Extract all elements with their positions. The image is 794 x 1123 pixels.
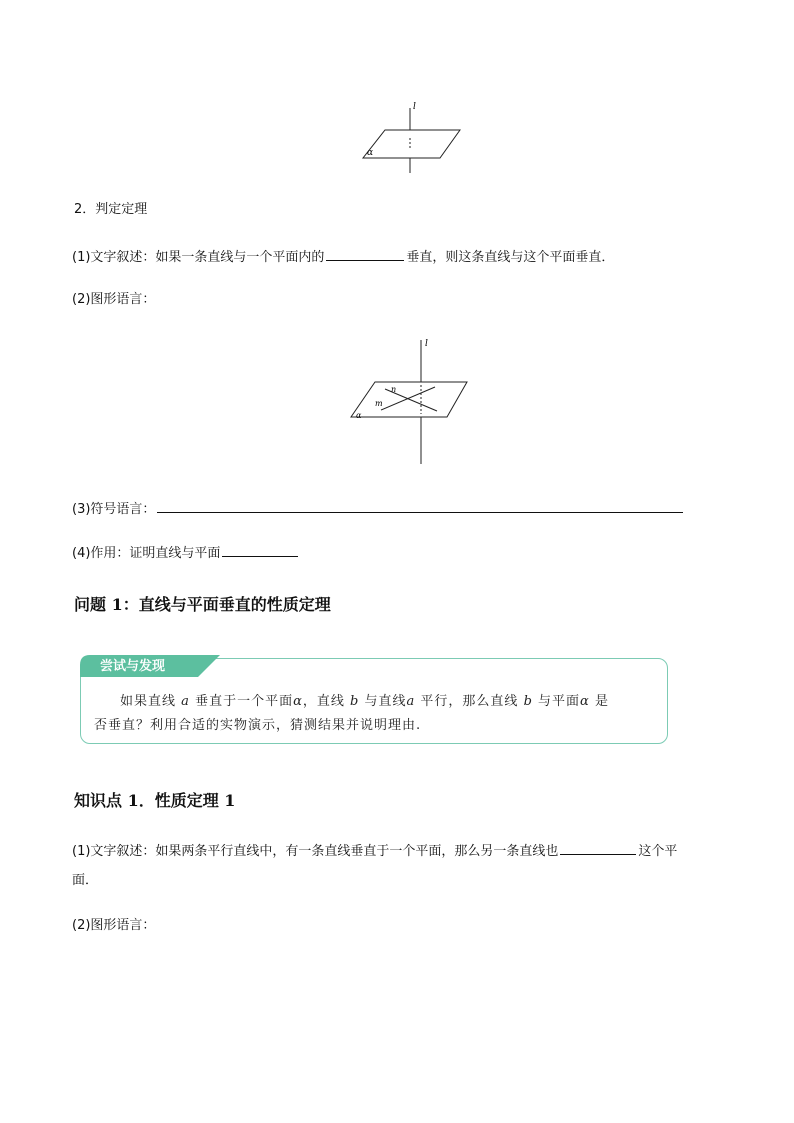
try-var-a-1: a [181, 694, 190, 709]
judgement-symbol-label: (3)符号语言： [72, 502, 156, 517]
try-part-12: 是 [594, 694, 609, 709]
try-part-2: 垂直于一个平面 [195, 694, 294, 709]
figure2-line-label: l [425, 339, 428, 349]
judgement-graph-label: (2)图形语言： [72, 292, 156, 307]
plane-alpha-shape [363, 130, 460, 158]
judgement-text-prefix: (1)文字叙述：如果一条直线与一个平面内的 [72, 250, 325, 265]
use-blank[interactable] [222, 542, 298, 557]
figure2-plane-label: α [356, 411, 362, 420]
property-graph-label: (2)图形语言： [72, 918, 156, 933]
try-line-1 [94, 690, 659, 714]
try-part-4: ，直线 [302, 694, 345, 709]
figure2-n-label: n [391, 385, 397, 394]
judgement-use-line [72, 542, 300, 563]
try-part-8: 平行，那么直线 [420, 694, 519, 709]
judgement-use-label: (4)作用：证明直线与平面 [72, 546, 221, 561]
try-line-2: 否垂直？利用合适的实物演示，猜测结果并说明理由. [94, 718, 422, 733]
judgement-blank[interactable] [326, 246, 404, 261]
judgement-text-suffix: 垂直，则这条直线与这个平面垂直． [406, 250, 615, 265]
figure-line-perp-plane [355, 98, 470, 178]
try-var-a-2: a [406, 694, 416, 709]
try-part-0: 如果直线 [120, 694, 177, 709]
try-var-b-1: b [350, 694, 360, 709]
judgement-text-description [72, 246, 614, 267]
try-part-10: 与平面 [538, 694, 581, 709]
figure-judgement-theorem [345, 335, 475, 470]
property-text-suffix: 这个平 [638, 844, 678, 859]
figure2-m-label: m [375, 399, 383, 408]
try-discover-title: 尝试与发现 [100, 659, 166, 674]
property-text-description [72, 840, 677, 861]
figure1-plane-label: α [367, 148, 374, 158]
knowledge-1-title: 知识点 1．性质定理 1 [74, 791, 236, 810]
try-var-b-2: b [523, 694, 533, 709]
property-blank[interactable] [560, 840, 636, 855]
try-part-6: 与直线 [364, 694, 407, 709]
try-var-alpha-1: α [293, 694, 303, 709]
symbol-blank[interactable] [157, 498, 683, 513]
try-var-alpha-2: α [580, 694, 590, 709]
property-text-prefix: (1)文字叙述：如果两条平行直线中，有一条直线垂直于一个平面，那么另一条直线也 [72, 844, 559, 859]
judgement-symbol-line [72, 498, 685, 519]
property-text-continuation: 面． [72, 873, 99, 888]
figure1-line-label: l [413, 102, 416, 112]
try-discover-text [94, 690, 659, 738]
question-1-title: 问题 1：直线与平面垂直的性质定理 [74, 595, 331, 614]
section-2-title: 2．判定定理 [74, 202, 148, 217]
